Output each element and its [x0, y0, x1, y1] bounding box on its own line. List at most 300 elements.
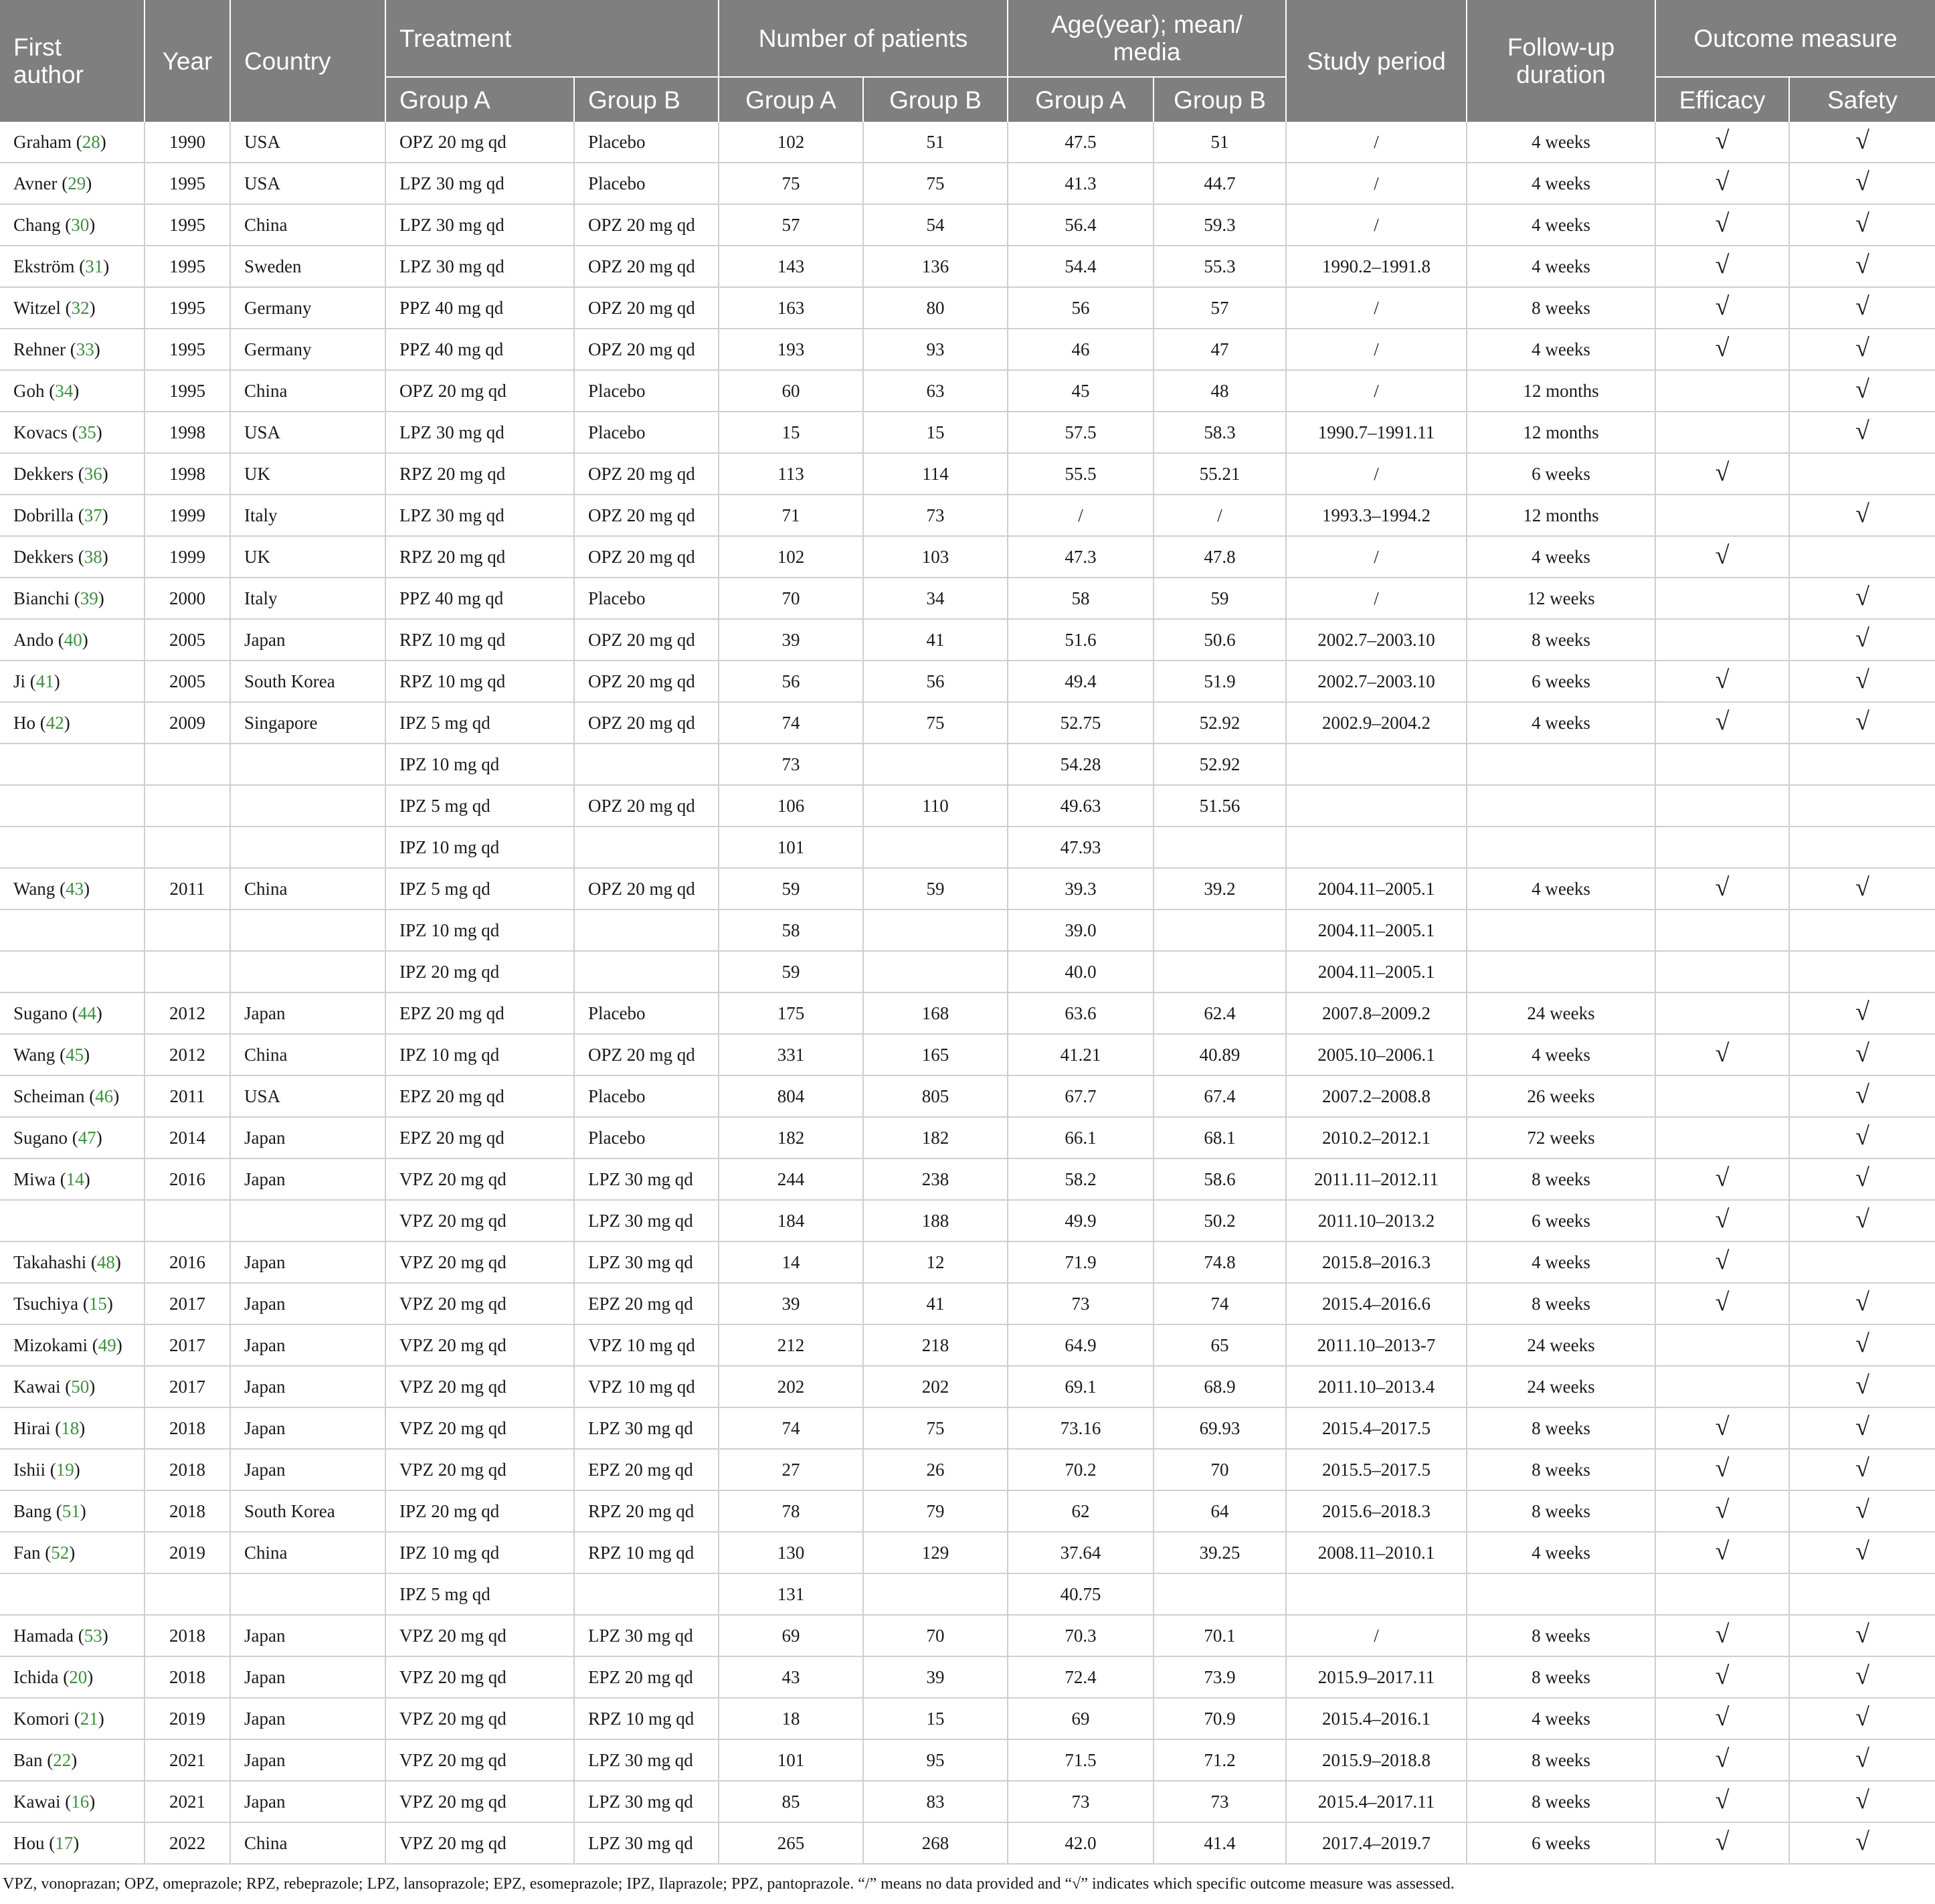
table-row [0, 1532, 1935, 1573]
cell-patients-group-b [863, 827, 1008, 868]
check-mark-icon: √ [1855, 1786, 1869, 1814]
cell-year: 2017 [145, 1366, 230, 1407]
cell-year: 2016 [145, 1241, 230, 1283]
cell-efficacy [1655, 1241, 1789, 1283]
cell-efficacy [1655, 246, 1789, 287]
reference-link[interactable]: 22 [53, 1749, 72, 1770]
cell-safety [1789, 702, 1935, 744]
reference-link[interactable]: 33 [76, 339, 94, 359]
cell-efficacy [1655, 536, 1789, 578]
reference-link[interactable]: 17 [55, 1832, 74, 1853]
reference-link[interactable]: 45 [66, 1044, 84, 1065]
reference-link[interactable]: 37 [84, 505, 102, 525]
cell-patients-group-b: 136 [863, 246, 1008, 287]
cell-treatment-group-b: VPZ 10 mg qd [574, 1324, 719, 1366]
cell-efficacy [1655, 1573, 1789, 1615]
author-name: Ando [13, 629, 54, 650]
reference-link[interactable]: 30 [71, 214, 90, 235]
author-name: Bianchi [13, 588, 70, 608]
cell-treatment-group-b: LPZ 30 mg qd [574, 1241, 719, 1283]
cell-study-period: 2015.4–2017.5 [1286, 1407, 1467, 1449]
table-row [0, 1158, 1935, 1200]
cell-year: 2005 [145, 619, 230, 661]
cell-efficacy [1655, 1490, 1789, 1532]
author-name: Bang [13, 1500, 52, 1521]
cell-study-period: 2015.4–2017.11 [1286, 1781, 1467, 1822]
cell-first-author: Chang (30) [0, 204, 145, 246]
cell-treatment-group-b: Placebo [574, 992, 719, 1034]
reference-link[interactable]: 29 [68, 173, 86, 193]
cell-country: South Korea [230, 661, 385, 702]
reference-link[interactable]: 31 [85, 256, 104, 276]
cell-year: 2009 [145, 702, 230, 744]
reference-link[interactable]: 20 [69, 1666, 88, 1687]
cell-efficacy [1655, 992, 1789, 1034]
cell-country: Japan [230, 1366, 385, 1407]
reference-link[interactable]: 48 [96, 1251, 115, 1272]
table-row [0, 204, 1935, 246]
cell-age-group-a: 41.3 [1008, 163, 1154, 204]
cell-patients-group-a: 70 [719, 578, 863, 619]
cell-patients-group-b: 39 [863, 1656, 1008, 1698]
reference-link[interactable]: 14 [66, 1169, 84, 1189]
author-name: Graham [13, 131, 72, 152]
cell-country: Germany [230, 287, 385, 329]
cell-age-group-b: 47.8 [1154, 536, 1286, 578]
cell-patients-group-b: 26 [863, 1449, 1008, 1490]
reference-link[interactable]: 15 [88, 1293, 107, 1314]
cell-country: Japan [230, 1241, 385, 1283]
cell-study-period: 2004.11–2005.1 [1286, 951, 1467, 992]
header-first-author: First author [0, 0, 145, 122]
cell-treatment-group-a: OPZ 20 mg qd [385, 370, 574, 412]
cell-efficacy [1655, 661, 1789, 702]
cell-study-period: / [1286, 204, 1467, 246]
table-row [0, 163, 1935, 204]
cell-patients-group-b: 73 [863, 495, 1008, 536]
cell-first-author: Ekström (31) [0, 246, 145, 287]
table-row [0, 1698, 1935, 1739]
cell-first-author: Scheiman (46) [0, 1075, 145, 1117]
cell-first-author: Fan (52) [0, 1532, 145, 1573]
cell-efficacy [1655, 827, 1789, 868]
cell-patients-group-a: 60 [719, 370, 863, 412]
author-name: Ho [13, 712, 35, 733]
cell-first-author [0, 910, 145, 951]
table-row [0, 785, 1935, 827]
cell-first-author: Hirai (18) [0, 1407, 145, 1449]
cell-treatment-group-b: OPZ 20 mg qd [574, 661, 719, 702]
cell-efficacy [1655, 204, 1789, 246]
cell-country: Germany [230, 329, 385, 370]
cell-year: 2018 [145, 1656, 230, 1698]
cell-first-author: Kawai (50) [0, 1366, 145, 1407]
cell-first-author: Dekkers (38) [0, 536, 145, 578]
cell-efficacy [1655, 619, 1789, 661]
cell-age-group-b: 71.2 [1154, 1739, 1286, 1781]
cell-treatment-group-b: LPZ 30 mg qd [574, 1200, 719, 1241]
reference-link[interactable]: 51 [62, 1500, 80, 1521]
reference-link[interactable]: 42 [45, 712, 64, 733]
cell-year: 1995 [145, 329, 230, 370]
cell-efficacy [1655, 1532, 1789, 1573]
cell-age-group-b: 58.3 [1154, 412, 1286, 453]
cell-age-group-a: 70.2 [1008, 1449, 1154, 1490]
cell-patients-group-a: 130 [719, 1532, 863, 1573]
cell-age-group-a: 73.16 [1008, 1407, 1154, 1449]
cell-patients-group-b: 110 [863, 785, 1008, 827]
cell-first-author [0, 1573, 145, 1615]
cell-age-group-a: 58 [1008, 578, 1154, 619]
table-row [0, 992, 1935, 1034]
header-study-period: Study period [1286, 0, 1467, 122]
cell-safety [1789, 1241, 1935, 1283]
cell-patients-group-b: 129 [863, 1532, 1008, 1573]
table-row [0, 1822, 1935, 1864]
cell-patients-group-a: 143 [719, 246, 863, 287]
cell-study-period: / [1286, 370, 1467, 412]
table-row [0, 287, 1935, 329]
cell-efficacy [1655, 1283, 1789, 1324]
cell-safety [1789, 1490, 1935, 1532]
author-name: Kawai [13, 1791, 61, 1812]
cell-treatment-group-a: VPZ 20 mg qd [385, 1324, 574, 1366]
cell-treatment-group-b: Placebo [574, 412, 719, 453]
reference-link[interactable]: 32 [71, 297, 90, 318]
cell-patients-group-a: 43 [719, 1656, 863, 1698]
check-mark-icon: √ [1715, 1039, 1730, 1067]
cell-safety [1789, 1656, 1935, 1698]
cell-follow-up: 6 weeks [1467, 1822, 1655, 1864]
cell-patients-group-b: 75 [863, 163, 1008, 204]
cell-study-period: 2017.4–2019.7 [1286, 1822, 1467, 1864]
table-row [0, 122, 1935, 163]
cell-year: 2012 [145, 992, 230, 1034]
cell-country: China [230, 370, 385, 412]
reference-link[interactable]: 50 [71, 1376, 90, 1397]
check-mark-icon: √ [1855, 873, 1869, 901]
cell-study-period: 2002.7–2003.10 [1286, 619, 1467, 661]
cell-treatment-group-a: PPZ 40 mg qd [385, 287, 574, 329]
cell-patients-group-b: 93 [863, 329, 1008, 370]
author-name: Ban [13, 1749, 43, 1770]
cell-treatment-group-b [574, 1573, 719, 1615]
cell-first-author: Ichida (20) [0, 1656, 145, 1698]
author-name: Mizokami [13, 1334, 88, 1355]
cell-safety [1789, 370, 1935, 412]
cell-safety [1789, 122, 1935, 163]
cell-patients-group-b: 15 [863, 412, 1008, 453]
cell-patients-group-a: 212 [719, 1324, 863, 1366]
reference-link[interactable]: 44 [78, 1003, 96, 1023]
reference-link[interactable]: 53 [84, 1625, 102, 1646]
cell-country [230, 827, 385, 868]
cell-safety [1789, 495, 1935, 536]
cell-patients-group-b [863, 744, 1008, 785]
cell-year: 2018 [145, 1449, 230, 1490]
cell-study-period: 2007.8–2009.2 [1286, 992, 1467, 1034]
cell-safety [1789, 1283, 1935, 1324]
table-footnote: VPZ, vonoprazan; OPZ, omeprazole; RPZ, rebeprazole; LPZ, lansoprazole; EPZ, esomeprazole; IPZ, Ilaprazole; PPZ, pantoprazole. “/” means no data provided and “√” indicates which specific outcome measure was assessed. [3, 1875, 1455, 1893]
cell-treatment-group-a: LPZ 30 mg qd [385, 163, 574, 204]
table-row [0, 951, 1935, 992]
check-mark-icon: √ [1715, 292, 1730, 321]
cell-patients-group-b: 114 [863, 453, 1008, 495]
cell-safety [1789, 1822, 1935, 1864]
cell-safety [1789, 287, 1935, 329]
cell-treatment-group-a: RPZ 20 mg qd [385, 536, 574, 578]
cell-year: 2017 [145, 1283, 230, 1324]
cell-patients-group-b: 75 [863, 702, 1008, 744]
cell-first-author: Hamada (53) [0, 1615, 145, 1656]
cell-treatment-group-b: Placebo [574, 370, 719, 412]
cell-first-author: Ishii (19) [0, 1449, 145, 1490]
cell-country: USA [230, 122, 385, 163]
cell-age-group-a: 45 [1008, 370, 1154, 412]
reference-link[interactable]: 19 [56, 1459, 74, 1480]
cell-treatment-group-a: VPZ 20 mg qd [385, 1200, 574, 1241]
check-mark-icon: √ [1855, 583, 1869, 611]
cell-patients-group-a: 184 [719, 1200, 863, 1241]
cell-treatment-group-b: LPZ 30 mg qd [574, 1407, 719, 1449]
cell-safety [1789, 1117, 1935, 1158]
cell-age-group-b: 69.93 [1154, 1407, 1286, 1449]
cell-age-group-b: 58.6 [1154, 1158, 1286, 1200]
table-row [0, 1490, 1935, 1532]
cell-age-group-b: 52.92 [1154, 702, 1286, 744]
cell-country: Italy [230, 578, 385, 619]
reference-link[interactable]: 35 [78, 422, 96, 442]
cell-treatment-group-b: Placebo [574, 578, 719, 619]
cell-country: China [230, 1034, 385, 1075]
cell-follow-up: 12 months [1467, 412, 1655, 453]
cell-efficacy [1655, 1615, 1789, 1656]
cell-country: Japan [230, 1449, 385, 1490]
cell-first-author [0, 744, 145, 785]
cell-age-group-b: 64 [1154, 1490, 1286, 1532]
cell-first-author [0, 1200, 145, 1241]
cell-year: 1995 [145, 246, 230, 287]
check-mark-icon: √ [1855, 666, 1869, 694]
cell-age-group-b: 52.92 [1154, 744, 1286, 785]
cell-treatment-group-a: VPZ 20 mg qd [385, 1781, 574, 1822]
check-mark-icon: √ [1855, 1081, 1869, 1109]
reference-link[interactable]: 47 [78, 1127, 96, 1148]
cell-treatment-group-a: IPZ 5 mg qd [385, 1573, 574, 1615]
cell-year: 2022 [145, 1822, 230, 1864]
table-row [0, 1656, 1935, 1698]
reference-link[interactable]: 34 [55, 380, 74, 401]
cell-patients-group-b: 51 [863, 122, 1008, 163]
reference-link[interactable]: 49 [98, 1334, 116, 1355]
check-mark-icon: √ [1855, 1745, 1869, 1773]
cell-age-group-b: 73.9 [1154, 1656, 1286, 1698]
cell-follow-up: 12 months [1467, 370, 1655, 412]
check-mark-icon: √ [1715, 1537, 1730, 1565]
cell-patients-group-a: 101 [719, 827, 863, 868]
reference-link[interactable]: 18 [61, 1417, 80, 1438]
check-mark-icon: √ [1715, 168, 1730, 196]
reference-link[interactable]: 28 [82, 131, 100, 152]
table-row [0, 1407, 1935, 1449]
check-mark-icon: √ [1855, 1662, 1869, 1690]
cell-first-author: Ban (22) [0, 1739, 145, 1781]
cell-patients-group-b: 75 [863, 1407, 1008, 1449]
cell-study-period: 2004.11–2005.1 [1286, 868, 1467, 910]
cell-patients-group-a: 74 [719, 702, 863, 744]
cell-patients-group-b: 15 [863, 1698, 1008, 1739]
table-row [0, 412, 1935, 453]
cell-first-author: Hou (17) [0, 1822, 145, 1864]
cell-study-period: / [1286, 536, 1467, 578]
cell-treatment-group-a: VPZ 20 mg qd [385, 1366, 574, 1407]
reference-link[interactable]: 39 [80, 588, 98, 608]
cell-follow-up: 8 weeks [1467, 1615, 1655, 1656]
header-outcome-measure: Outcome measure [1655, 0, 1935, 77]
cell-follow-up [1467, 744, 1655, 785]
cell-year: 1990 [145, 122, 230, 163]
cell-safety [1789, 1615, 1935, 1656]
header-age-group-b: Group B [1154, 77, 1286, 122]
cell-first-author: Kovacs (35) [0, 412, 145, 453]
cell-age-group-b: 50.2 [1154, 1200, 1286, 1241]
cell-year [145, 785, 230, 827]
cell-first-author: Miwa (14) [0, 1158, 145, 1200]
cell-patients-group-b: 12 [863, 1241, 1008, 1283]
reference-link[interactable]: 21 [80, 1708, 98, 1729]
check-mark-icon: √ [1715, 1496, 1730, 1524]
cell-treatment-group-b: RPZ 20 mg qd [574, 1490, 719, 1532]
cell-patients-group-a: 75 [719, 163, 863, 204]
table-row [0, 1573, 1935, 1615]
cell-first-author: Dekkers (36) [0, 453, 145, 495]
cell-treatment-group-a: OPZ 20 mg qd [385, 122, 574, 163]
check-mark-icon: √ [1855, 998, 1869, 1026]
cell-treatment-group-b: Placebo [574, 1117, 719, 1158]
cell-country: Japan [230, 1698, 385, 1739]
cell-age-group-a: 49.9 [1008, 1200, 1154, 1241]
reference-link[interactable]: 52 [51, 1542, 70, 1563]
cell-country [230, 785, 385, 827]
cell-age-group-a: 39.3 [1008, 868, 1154, 910]
header-safety: Safety [1789, 77, 1935, 122]
cell-study-period: 2002.7–2003.10 [1286, 661, 1467, 702]
cell-age-group-a: 63.6 [1008, 992, 1154, 1034]
cell-treatment-group-a: IPZ 10 mg qd [385, 827, 574, 868]
cell-treatment-group-a: VPZ 20 mg qd [385, 1739, 574, 1781]
cell-age-group-b: 39.25 [1154, 1532, 1286, 1573]
cell-follow-up: 4 weeks [1467, 868, 1655, 910]
cell-first-author: Rehner (33) [0, 329, 145, 370]
cell-safety [1789, 785, 1935, 827]
reference-link[interactable]: 43 [66, 878, 84, 899]
cell-patients-group-a: 331 [719, 1034, 863, 1075]
reference-link[interactable]: 36 [84, 463, 102, 484]
cell-country [230, 1573, 385, 1615]
cell-treatment-group-b: OPZ 20 mg qd [574, 287, 719, 329]
cell-age-group-b: 50.6 [1154, 619, 1286, 661]
cell-country [230, 910, 385, 951]
cell-patients-group-b: 41 [863, 619, 1008, 661]
cell-safety [1789, 951, 1935, 992]
cell-treatment-group-b: RPZ 10 mg qd [574, 1532, 719, 1573]
header-country: Country [230, 0, 385, 122]
author-name: Kawai [13, 1376, 61, 1397]
cell-first-author [0, 827, 145, 868]
cell-year: 2021 [145, 1781, 230, 1822]
cell-patients-group-a: 39 [719, 1283, 863, 1324]
reference-link[interactable]: 46 [95, 1086, 114, 1106]
cell-patients-group-b: 34 [863, 578, 1008, 619]
cell-country: China [230, 1532, 385, 1573]
cell-age-group-a: 47.5 [1008, 122, 1154, 163]
cell-safety [1789, 1200, 1935, 1241]
header-age-group-a: Group A [1008, 77, 1154, 122]
cell-treatment-group-b: OPZ 20 mg qd [574, 204, 719, 246]
reference-link[interactable]: 40 [64, 629, 82, 650]
cell-follow-up: 12 months [1467, 495, 1655, 536]
cell-country: Japan [230, 1615, 385, 1656]
cell-age-group-b [1154, 951, 1286, 992]
cell-year [145, 827, 230, 868]
cell-age-group-a: 73 [1008, 1781, 1154, 1822]
table-row [0, 453, 1935, 495]
cell-treatment-group-a: EPZ 20 mg qd [385, 1075, 574, 1117]
cell-treatment-group-a: IPZ 5 mg qd [385, 785, 574, 827]
cell-efficacy [1655, 1158, 1789, 1200]
header-follow-up-duration: Follow-up duration [1467, 0, 1655, 122]
cell-study-period: 2011.11–2012.11 [1286, 1158, 1467, 1200]
cell-treatment-group-a: RPZ 20 mg qd [385, 453, 574, 495]
cell-patients-group-a: 113 [719, 453, 863, 495]
cell-age-group-a: 66.1 [1008, 1117, 1154, 1158]
cell-efficacy [1655, 1781, 1789, 1822]
header-treatment-group-b: Group B [574, 77, 719, 122]
check-mark-icon: √ [1715, 666, 1730, 694]
cell-safety [1789, 992, 1935, 1034]
header-patients-group-a: Group A [719, 77, 863, 122]
cell-year: 1999 [145, 495, 230, 536]
cell-treatment-group-b: OPZ 20 mg qd [574, 702, 719, 744]
table-row [0, 827, 1935, 868]
cell-patients-group-b: 41 [863, 1283, 1008, 1324]
cell-study-period: 2015.4–2016.6 [1286, 1283, 1467, 1324]
cell-patients-group-a: 102 [719, 122, 863, 163]
cell-treatment-group-a: EPZ 20 mg qd [385, 1117, 574, 1158]
header-efficacy: Efficacy [1655, 77, 1789, 122]
cell-treatment-group-b: LPZ 30 mg qd [574, 1158, 719, 1200]
cell-safety [1789, 1034, 1935, 1075]
cell-study-period [1286, 827, 1467, 868]
cell-patients-group-a: 175 [719, 992, 863, 1034]
author-name: Wang [13, 878, 56, 899]
reference-link[interactable]: 16 [71, 1791, 90, 1812]
check-mark-icon: √ [1715, 458, 1730, 487]
check-mark-icon: √ [1715, 1247, 1730, 1275]
cell-safety [1789, 204, 1935, 246]
table-row [0, 329, 1935, 370]
reference-link[interactable]: 41 [35, 671, 54, 691]
cell-safety [1789, 1739, 1935, 1781]
cell-age-group-a: 70.3 [1008, 1615, 1154, 1656]
cell-age-group-b: 68.1 [1154, 1117, 1286, 1158]
cell-treatment-group-a: VPZ 20 mg qd [385, 1698, 574, 1739]
cell-follow-up: 8 weeks [1467, 287, 1655, 329]
cell-safety [1789, 827, 1935, 868]
author-name: Takahashi [13, 1251, 87, 1272]
cell-age-group-a: 46 [1008, 329, 1154, 370]
reference-link[interactable]: 38 [84, 546, 102, 567]
